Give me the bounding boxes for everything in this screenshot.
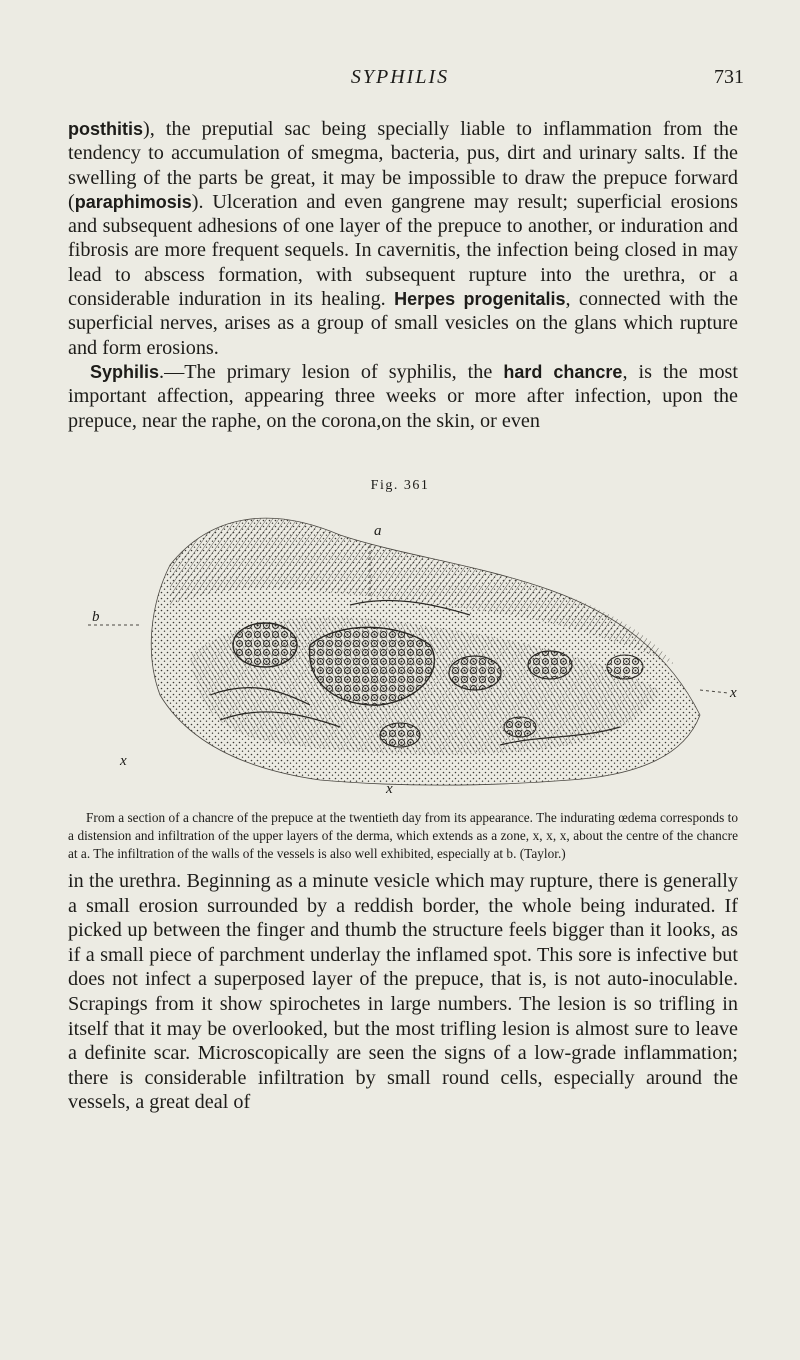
text-run: ), the preputial sac being specially liable to inflammation from the tendency to accumulation of smegma, bacteria, pus, dirt and urinary salts. If the swelling of the parts be great, it may be impossible to draw the prepuce forward ( [68, 118, 738, 213]
paragraph-posthitis [68, 117, 738, 360]
term-syphilis: Syphilis [90, 361, 160, 382]
vessel [380, 723, 420, 747]
paragraph-syphilis [68, 360, 738, 433]
vessel [449, 656, 501, 690]
page-number: 731 [714, 66, 744, 88]
body-text-top [68, 117, 738, 433]
vessel-b [233, 623, 297, 667]
figure-label: Fig. 361 [370, 478, 430, 493]
text-run: , is the most important affection, appearing three weeks or more after infection, upon the prepuce, near the raphe, on the corona,on the skin, or even [68, 360, 739, 432]
vessel [528, 651, 572, 679]
text-run: ). Ulceration and even gangrene may result; superficial erosions and subsequent adhesions of one layer of the prepuce to another, or induration and fibrosis are more frequent sequels. In cavernitis, the infection being closed in may lead to abscess formation, with subsequent rupture into the urethra, or a considerable induration in its healing. [68, 190, 738, 311]
term-posthitis: posthitis [68, 119, 143, 139]
chancre-section-illustration [92, 495, 740, 797]
paragraph-continuation: in the urethra. Beginning as a minute vesicle which may rupture, there is generally a small erosion surrounded by a reddish border, the whole being indurated. If picked up between the finger and thumb the structure feels bigger than it looks, as if a small piece of parchment underlay the inflamed spot. This sore is infective but does not infect a superposed layer of the prepuce, that is, is not auto-inoculable. Scrapings from it show spirochetes in large numbers. The lesion is so trifling in itself that it may be overlooked, but the most trifling lesion is almost sure to leave a definite scar. Microscopically are seen the signs of a low-grade inflammation; there is considerable infiltration by small round cells, especially around the vessels, a great deal of [68, 870, 738, 1114]
text-run: .—The primary lesion of syphilis, the [159, 360, 504, 383]
caption-text: From a section of a chancre of the prepuce at the twentieth day from its appearance. The indurating œdema corresponds to a distension and infiltration of the upper layers of the derma, which extends as a zone, x, x, x, about the centre of the chancre at a. The infiltration of the walls of the vessels is also well exhibited, especially at b. (Taylor.) [68, 810, 738, 861]
running-title: SYPHILIS [350, 66, 450, 88]
label-a: a [374, 523, 382, 539]
label-x-left: x [120, 753, 127, 769]
vessel [607, 655, 643, 679]
label-b: b [92, 609, 100, 625]
label-x-right: x [730, 685, 737, 701]
body-text-bottom [68, 869, 738, 1115]
term-hard-chancre: hard chancre [503, 361, 623, 382]
text-run: , connected with the superficial nerves, arises as a group of small vesicles on the glans which rupture and form erosions. [68, 288, 739, 359]
figure-caption [68, 809, 738, 863]
term-paraphimosis: paraphimosis [74, 191, 192, 212]
vessel [504, 717, 536, 737]
label-x-bottom: x [386, 781, 393, 797]
term-herpes-progenitalis: Herpes progenitalis [394, 289, 566, 310]
running-head [0, 62, 800, 92]
leader-x-right [700, 690, 728, 693]
